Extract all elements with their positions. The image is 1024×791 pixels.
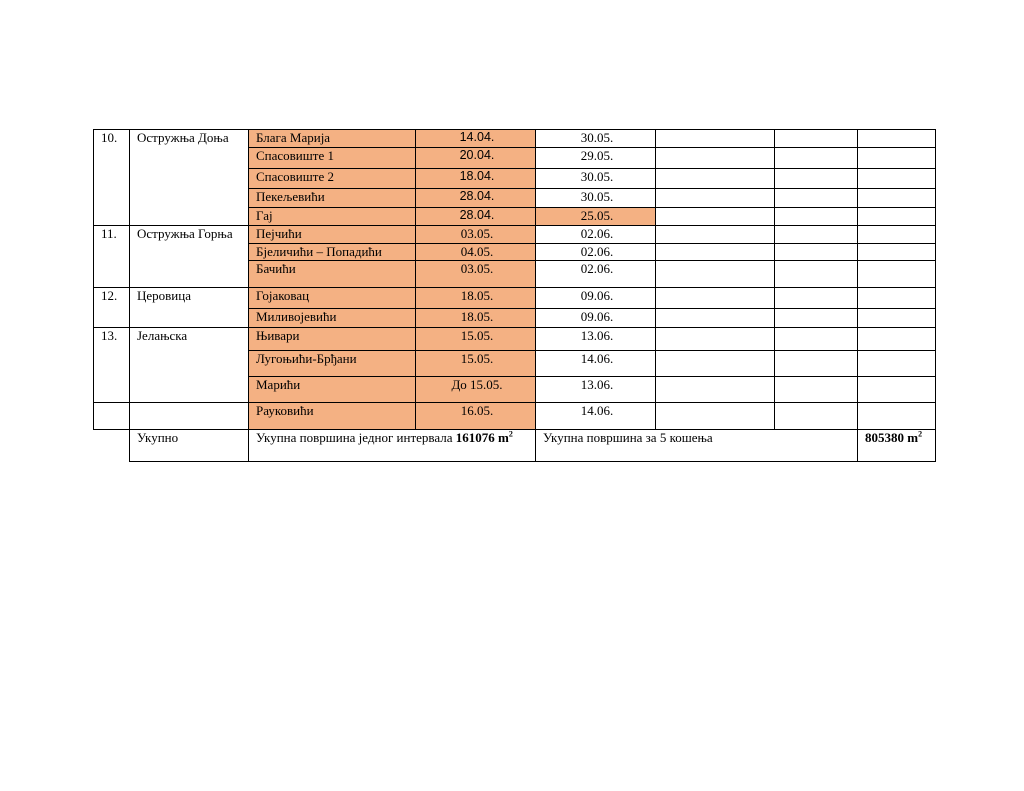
row-number bbox=[94, 403, 130, 430]
end-date: 29.05. bbox=[536, 148, 656, 169]
empty-cell bbox=[656, 288, 775, 309]
empty-cell bbox=[775, 328, 858, 351]
start-date: 15.05. bbox=[416, 328, 536, 351]
start-date: 04.05. bbox=[416, 244, 536, 261]
start-date: 03.05. bbox=[416, 261, 536, 288]
empty-cell bbox=[656, 377, 775, 403]
empty-cell bbox=[858, 309, 936, 328]
start-date: 15.05. bbox=[416, 351, 536, 377]
empty-cell bbox=[656, 244, 775, 261]
site-name: Блага Марија bbox=[249, 130, 416, 148]
row-number: 12. bbox=[94, 288, 130, 328]
empty-cell bbox=[775, 208, 858, 226]
empty-cell bbox=[775, 226, 858, 244]
end-date: 13.06. bbox=[536, 328, 656, 351]
empty-cell bbox=[656, 169, 775, 189]
place-name: Остружња Доња bbox=[130, 130, 249, 226]
empty-cell bbox=[656, 261, 775, 288]
empty-cell bbox=[656, 130, 775, 148]
empty-cell bbox=[858, 377, 936, 403]
site-name: Пекељевићи bbox=[249, 189, 416, 208]
start-date: 18.04. bbox=[416, 169, 536, 189]
empty-cell bbox=[94, 430, 130, 462]
empty-cell bbox=[775, 261, 858, 288]
end-date: 14.06. bbox=[536, 403, 656, 430]
end-date: 30.05. bbox=[536, 169, 656, 189]
empty-cell bbox=[858, 328, 936, 351]
start-date: 18.05. bbox=[416, 309, 536, 328]
start-date: 28.04. bbox=[416, 189, 536, 208]
table-row bbox=[94, 328, 936, 351]
end-date: 25.05. bbox=[536, 208, 656, 226]
site-name: Гојаковац bbox=[249, 288, 416, 309]
table-row bbox=[94, 288, 936, 309]
empty-cell bbox=[775, 351, 858, 377]
end-date: 02.06. bbox=[536, 261, 656, 288]
total-label: Укупно bbox=[130, 430, 249, 462]
empty-cell bbox=[775, 288, 858, 309]
interval-area-text: Укупна површина једног интервала bbox=[256, 430, 456, 445]
site-name: Марићи bbox=[249, 377, 416, 403]
empty-cell bbox=[656, 226, 775, 244]
end-date: 14.06. bbox=[536, 351, 656, 377]
end-date: 02.06. bbox=[536, 226, 656, 244]
total-row bbox=[94, 430, 936, 462]
empty-cell bbox=[775, 189, 858, 208]
empty-cell bbox=[858, 261, 936, 288]
site-name: Рауковићи bbox=[249, 403, 416, 430]
empty-cell bbox=[858, 130, 936, 148]
empty-cell bbox=[656, 189, 775, 208]
end-date: 30.05. bbox=[536, 130, 656, 148]
empty-cell bbox=[858, 226, 936, 244]
empty-cell bbox=[775, 148, 858, 169]
empty-cell bbox=[775, 169, 858, 189]
interval-area-value: 161076 $m^2$ bbox=[455, 429, 513, 445]
end-date: 02.06. bbox=[536, 244, 656, 261]
table-row bbox=[94, 226, 936, 244]
site-name: Њивари bbox=[249, 328, 416, 351]
start-date: 28.04. bbox=[416, 208, 536, 226]
schedule-table bbox=[93, 129, 936, 462]
start-date: 20.04. bbox=[416, 148, 536, 169]
empty-cell bbox=[858, 148, 936, 169]
site-name: Бјеличићи – Попадићи bbox=[249, 244, 416, 261]
empty-cell bbox=[656, 309, 775, 328]
row-number: 13. bbox=[94, 328, 130, 403]
site-name: Бачићи bbox=[249, 261, 416, 288]
start-date: 03.05. bbox=[416, 226, 536, 244]
place-name bbox=[130, 403, 249, 430]
empty-cell bbox=[858, 208, 936, 226]
empty-cell bbox=[775, 244, 858, 261]
site-name: Спасовиште 2 bbox=[249, 169, 416, 189]
empty-cell bbox=[775, 309, 858, 328]
end-date: 13.06. bbox=[536, 377, 656, 403]
end-date: 09.06. bbox=[536, 288, 656, 309]
site-name: Миливојевићи bbox=[249, 309, 416, 328]
empty-cell bbox=[858, 169, 936, 189]
empty-cell bbox=[656, 403, 775, 430]
place-name: Остружња Горња bbox=[130, 226, 249, 288]
empty-cell bbox=[858, 244, 936, 261]
start-date: 16.05. bbox=[416, 403, 536, 430]
end-date: 09.06. bbox=[536, 309, 656, 328]
empty-cell bbox=[656, 208, 775, 226]
empty-cell bbox=[656, 148, 775, 169]
place-name: Церовица bbox=[130, 288, 249, 328]
start-date: 18.05. bbox=[416, 288, 536, 309]
total-area-value: 805380 $m^2$ bbox=[858, 430, 936, 462]
mowings-area-label: Укупна површина за 5 кошења bbox=[536, 430, 858, 462]
start-date: 14.04. bbox=[416, 130, 536, 148]
empty-cell bbox=[775, 403, 858, 430]
empty-cell bbox=[775, 130, 858, 148]
interval-area-cell bbox=[249, 430, 536, 462]
row-number: 11. bbox=[94, 226, 130, 288]
empty-cell bbox=[775, 377, 858, 403]
start-date: До 15.05. bbox=[416, 377, 536, 403]
site-name: Гај bbox=[249, 208, 416, 226]
site-name: Лугоњићи-Брђани bbox=[249, 351, 416, 377]
site-name: Пејчићи bbox=[249, 226, 416, 244]
row-number: 10. bbox=[94, 130, 130, 226]
empty-cell bbox=[858, 403, 936, 430]
empty-cell bbox=[858, 189, 936, 208]
table-row bbox=[94, 130, 936, 148]
table-row bbox=[94, 403, 936, 430]
empty-cell bbox=[656, 351, 775, 377]
empty-cell bbox=[858, 288, 936, 309]
end-date: 30.05. bbox=[536, 189, 656, 208]
place-name: Јелањска bbox=[130, 328, 249, 403]
site-name: Спасовиште 1 bbox=[249, 148, 416, 169]
empty-cell bbox=[656, 328, 775, 351]
empty-cell bbox=[858, 351, 936, 377]
